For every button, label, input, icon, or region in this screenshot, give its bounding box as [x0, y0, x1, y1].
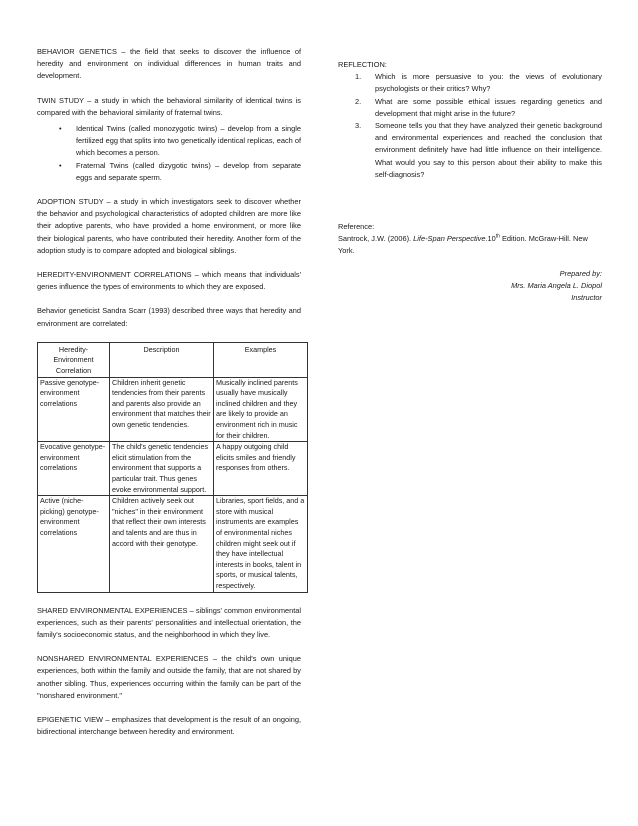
- prepared-by-label: Prepared by:: [559, 268, 602, 278]
- shared-environmental-definition: SHARED ENVIRONMENTAL EXPERIENCES – siblings' common environmental experiences, such as their parents' personalities and intellectual orientation, the family's socioeconomic status, and the neighborhood in which they live.: [37, 605, 301, 639]
- book-title: Life-Span Perspective: [413, 234, 486, 244]
- list-item: [338, 71, 602, 95]
- column-header: Description: [110, 342, 214, 377]
- table-row: [38, 496, 308, 592]
- scarr-intro: Behavior geneticist Sandra Scarr (1993) described three ways that heredity and environment are correlated:: [37, 306, 301, 328]
- left-column: [37, 46, 305, 750]
- reflection-title: REFLECTION:: [338, 60, 387, 69]
- column-header: Examples: [214, 342, 308, 377]
- table-header-row: [38, 342, 308, 377]
- list-item: [338, 120, 602, 181]
- question-text: Which is more persuasive to you: the views of evolutionary psychologists or their critics? Why?: [375, 72, 602, 94]
- behavior-genetics-definition: BEHAVIOR GENETICS – the field that seeks to discover the influence of heredity and environment on individual differences in human traits and development.: [37, 47, 301, 81]
- author-name: Mrs. Maria Angela L. Diopol: [511, 280, 602, 290]
- question-text: What are some possible ethical issues regarding genetics and development that might arise in the future?: [375, 96, 602, 118]
- list-item: • Identical Twins (called monozygotic twins) – develop from a single fertilized egg that splits into two genetically identical replicas, each of which becomes a person.: [37, 123, 301, 160]
- table-cell: Musically inclined parents usually have musically inclined children and they are likely to provide an environment rich in music for their children.: [214, 377, 308, 442]
- twin-types-list: [37, 123, 301, 184]
- table-cell: Passive genotype-environment correlations: [38, 377, 110, 442]
- question-number: 1.: [355, 72, 362, 82]
- table-row: [38, 442, 308, 496]
- heredity-environment-correlations-definition: HEREDITY-ENVIRONMENT CORRELATIONS – which means that individuals' genes influence the types of environments to which they are exposed.: [37, 270, 301, 292]
- table-cell: Libraries, sport fields, and a store with musical instruments are examples of environmental niches children might seek out if they have intellectual interests in books, talent in sports, or musical talents, respectively.: [214, 496, 308, 592]
- reference-citation: Santrock, J.W. (2006). Life-Span Perspective.10th Edition. McGraw-Hill. New York.: [338, 233, 588, 256]
- table-cell: A happy outgoing child elicits smiles and friendly responses from others.: [214, 442, 308, 496]
- table-row: [38, 377, 308, 442]
- table-cell: Active (niche-picking) genotype-environment correlations: [38, 496, 110, 592]
- column-header: Heredity-Environment Correlation: [38, 342, 110, 377]
- list-item: [338, 96, 602, 120]
- correlation-table: [37, 342, 308, 593]
- question-number: 2.: [355, 96, 362, 106]
- list-item: • Fraternal Twins (called dizygotic twins) – develop from separate eggs and separate sperm.: [37, 160, 301, 184]
- question-number: 3.: [355, 121, 362, 131]
- table-cell: Children actively seek out "niches" in their environment that reflect their own interests and talents and are thus in accord with their genotype.: [110, 496, 214, 592]
- question-text: Someone tells you that they have analyzed their genetic background and environmental experiences and reached the conclusion that environment definitely have had little influence on their intelligence. What would you say to this person about their ability to make this self-diagnosis?: [375, 121, 602, 179]
- table-cell: Evocative genotype-environment correlations: [38, 442, 110, 496]
- nonshared-environmental-definition: NONSHARED ENVIRONMENTAL EXPERIENCES – the child's own unique experiences, both within the family and outside the family, that are not shared by another sibling. Thus, experiences occurring within the family can be part of the "nonshared environment.": [37, 654, 301, 700]
- table-cell: The child's genetic tendencies elicit stimulation from the environment that supports a particular trait. Thus genes evoke environmental support.: [110, 442, 214, 496]
- table-cell: Children inherit genetic tendencies from their parents and parents also provide an environment that matches their own genetic tendencies.: [110, 377, 214, 442]
- epigenetic-view-definition: EPIGENETIC VIEW – emphasizes that development is the result of an ongoing, bidirectional interchange between heredity and environment.: [37, 714, 301, 737]
- right-column: [338, 59, 602, 304]
- author-role: Instructor: [571, 293, 602, 303]
- adoption-study-definition: ADOPTION STUDY – a study in which investigators seek to discover whether the behavior and psychological characteristics of adopted children are more like their adoptive parents, who have provided a home environment, or more like their biological parents, who have contributed their heredity. Another form of the adoption study is to compare adopted and biological siblings.: [37, 197, 301, 255]
- twin-study-definition: TWIN STUDY – a study in which the behavioral similarity of identical twins is compared with the behavioral similarity of fraternal twins.: [37, 95, 301, 117]
- reflection-questions: [338, 71, 602, 181]
- reference-label: Reference:: [338, 222, 375, 232]
